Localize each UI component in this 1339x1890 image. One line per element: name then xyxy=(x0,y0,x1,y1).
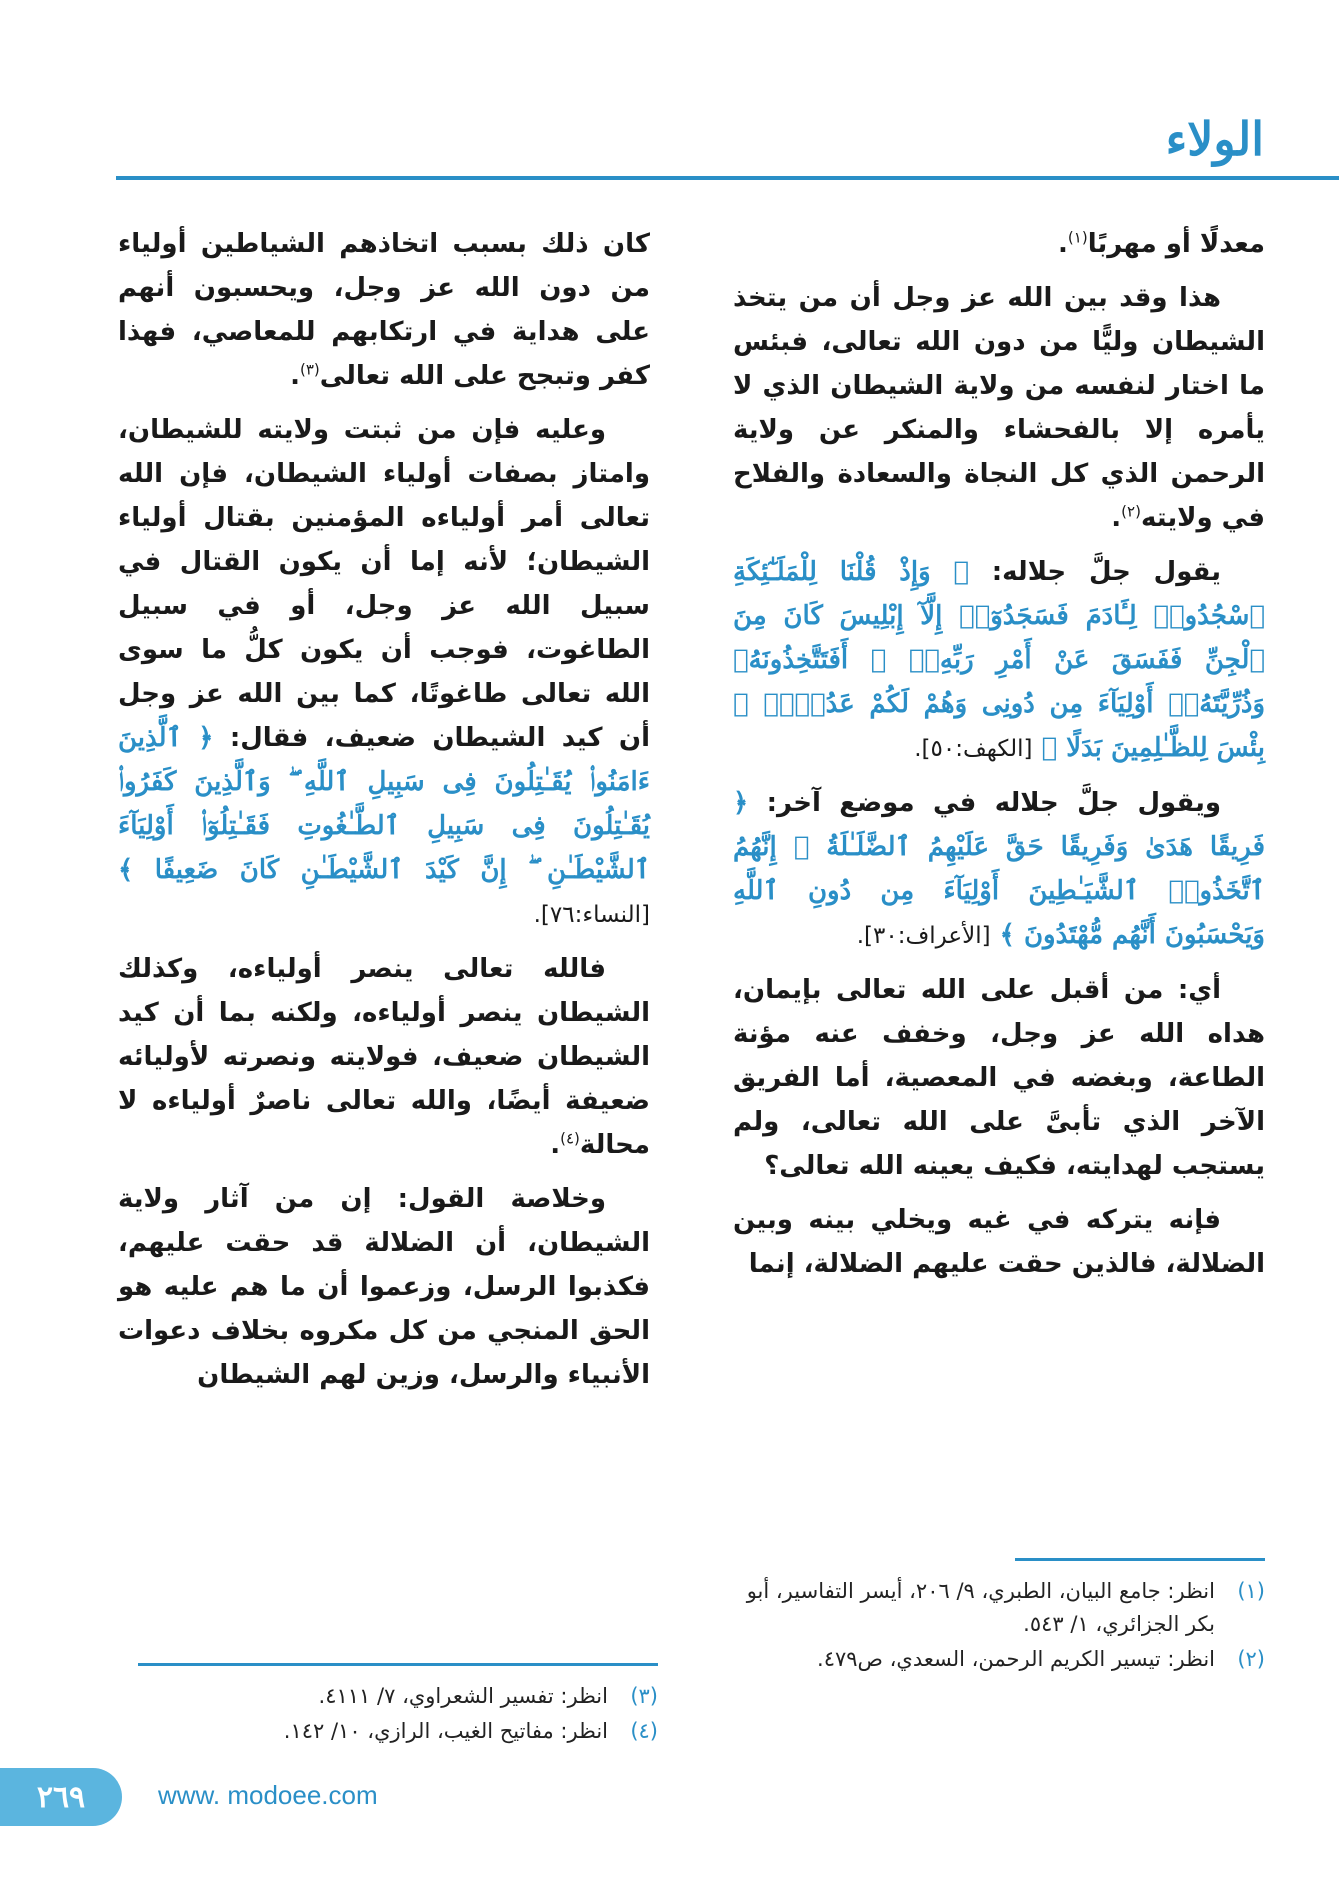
footnote-divider xyxy=(138,1663,658,1666)
footnote-divider xyxy=(1015,1558,1265,1561)
footnote: (٤)انظر: مفاتيح الغيب، الرازي، ١٠/ ١٤٢. xyxy=(118,1715,658,1748)
footnote: (٣)انظر: تفسير الشعراوي، ٧/ ٤١١١. xyxy=(118,1680,658,1713)
website-link[interactable]: www. modoee.com xyxy=(158,1780,378,1810)
page-number-badge xyxy=(0,1768,122,1826)
quran-verse: ﴿ وَإِذْ قُلْنَا لِلْمَلَـٰٓئِكَةِ ٱسْجُدُوا۟ لِـَٔادَمَ فَسَجَدُوٓا۟ إِلَّآ إِبْلِيسَ كَانَ مِنَ ٱلْجِنِّ فَفَسَقَ عَنْ أَمْرِ رَبِّهِۦٓ ۗ أَفَتَتَّخِذُونَهُۥ وَذُرِّيَّتَهُۥٓ أَوْلِيَآءَ مِن دُونِى وَهُمْ لَكُمْ عَدُوٌّۢ ۚ بِئْسَ لِلظَّـٰلِمِينَ بَدَلًا ﴾ xyxy=(733,557,1265,763)
paragraph: يقول جلَّ جلاله: ﴿ وَإِذْ قُلْنَا لِلْمَلَـٰٓئِكَةِ ٱسْجُدُوا۟ لِـَٔادَمَ فَسَجَدُوٓا۟ إِلَّآ إِبْلِيسَ كَانَ مِنَ ٱلْجِنِّ فَفَسَقَ عَنْ أَمْرِ رَبِّهِۦٓ ۗ أَفَتَتَّخِذُونَهُۥ وَذُرِّيَّتَهُۥٓ أَوْلِيَآءَ مِن دُونِى وَهُمْ لَكُمْ عَدُوٌّۢ ۚ بِئْسَ لِلظَّـٰلِمِينَ بَدَلًا ﴾ [الكهف:٥٠]. xyxy=(733,557,1265,763)
footnote-number: (٣) xyxy=(630,1684,658,1708)
footnote-ref[interactable]: (٤) xyxy=(560,1129,580,1148)
paragraph: كان ذلك بسبب اتخاذهم الشياطين أولياء من دون الله عز وجل، ويحسبون أنهم على هداية في ارتكابهم للمعاصي، فهذا كفر وتبجح على الله تعالى$^{(٣)}$. xyxy=(118,229,650,391)
verse-reference: [الكهف:٥٠]. xyxy=(914,736,1033,762)
paragraph: هذا وقد بين الله عز وجل أن من يتخذ الشيطان وليًّا من دون الله تعالى، فبئس ما اختار لنفسه من ولاية الشيطان الذي لا يأمره إلا بالفحشاء والمنكر عن ولاية الرحمن الذي كل النجاة والسعادة والفلاح في ولايته$^{(٢)}$. xyxy=(733,283,1265,533)
footnote: (٢)انظر: تيسير الكريم الرحمن، السعدي، ص٤٧٩. xyxy=(725,1643,1265,1676)
footnote-number: (١) xyxy=(1237,1579,1265,1603)
paragraph: فإنه يتركه في غيه ويخلي بينه وبين الضلالة، فالذين حقت عليهم الضلالة، إنما xyxy=(733,1205,1265,1279)
page-number: ٢٦٩ xyxy=(36,1779,86,1815)
footnote-ref[interactable]: (٣) xyxy=(299,360,320,379)
footnote-number: (٢) xyxy=(1237,1647,1265,1671)
quran-verse: ﴿ فَرِيقًا هَدَىٰ وَفَرِيقًا حَقَّ عَلَيْهِمُ ٱلضَّلَـٰلَةُ ۗ إِنَّهُمُ ٱتَّخَذُوا۟ ٱلشَّيَـٰطِينَ أَوْلِيَآءَ مِن دُونِ ٱللَّهِ وَيَحْسَبُونَ أَنَّهُم مُّهْتَدُونَ ﴾ xyxy=(733,788,1265,950)
footnote-ref[interactable]: (١) xyxy=(1067,228,1088,247)
footnote: (١)انظر: جامع البيان، الطبري، ٩/ ٢٠٦، أيسر التفاسير، أبو بكر الجزائري، ١/ ٥٤٣. xyxy=(725,1575,1265,1641)
title-divider xyxy=(116,176,1339,180)
paragraph: فالله تعالى ينصر أولياءه، وكذلك الشيطان ينصر أولياءه، ولكنه بما أن كيد الشيطان ضعيف، فولايته ونصرته لأوليائه ضعيفة أيضًا، والله تعالى ناصرٌ أولياءه لا محالة$^{(٤)}$. xyxy=(118,954,650,1160)
left-column xyxy=(118,222,650,1407)
footnotes-left xyxy=(118,1663,658,1750)
paragraph: وخلاصة القول: إن من آثار ولاية الشيطان، أن الضلالة قد حقت عليهم، فكذبوا الرسل، وزعموا أن ما هم عليه هو الحق المنجي من كل مكروه بخلاف دعوات الأنبياء والرسل، وزين لهم الشيطان xyxy=(118,1184,650,1390)
page-title: الولاء xyxy=(1165,112,1264,166)
quran-verse: ﴿ ٱلَّذِينَ ءَامَنُوا۟ يُقَـٰتِلُونَ فِى سَبِيلِ ٱللَّهِ ۖ وَٱلَّذِينَ كَفَرُوا۟ يُقَـٰتِلُونَ فِى سَبِيلِ ٱلطَّـٰغُوتِ فَقَـٰتِلُوٓا۟ أَوْلِيَآءَ ٱلشَّيْطَـٰنِ ۖ إِنَّ كَيْدَ ٱلشَّيْطَـٰنِ كَانَ ضَعِيفًا ﴾ xyxy=(118,723,650,885)
footnotes-right xyxy=(725,1558,1265,1678)
paragraph: أي: من أقبل على الله تعالى بإيمان، هداه الله عز وجل، وخفف عنه مؤنة الطاعة، وبغضه في المعصية، أما الفريق الآخر الذي تأبىَّ على الله تعالى، ولم يستجب لهدايته، فكيف يعينه الله تعالى؟ xyxy=(733,975,1265,1181)
paragraph: وعليه فإن من ثبتت ولايته للشيطان، وامتاز بصفات أولياء الشيطان، فإن الله تعالى أمر أولياءه المؤمنين بقتال أولياء الشيطان؛ لأنه إما أن يكون القتال في سبيل الله عز وجل، أو في سبيل الطاغوت، فوجب أن يكون كلُّ ما سوى الله تعالى طاغوتًا، كما بين الله عز وجل أن كيد الشيطان ضعيف، فقال: ﴿ ٱلَّذِينَ ءَامَنُوا۟ يُقَـٰتِلُونَ فِى سَبِيلِ ٱللَّهِ ۖ وَٱلَّذِينَ كَفَرُوا۟ يُقَـٰتِلُونَ فِى سَبِيلِ ٱلطَّـٰغُوتِ فَقَـٰتِلُوٓا۟ أَوْلِيَآءَ ٱلشَّيْطَـٰنِ ۖ إِنَّ كَيْدَ ٱلشَّيْطَـٰنِ كَانَ ضَعِيفًا ﴾ [النساء:٧٦]. xyxy=(118,415,650,928)
paragraph: معدلًا أو مهربًا$^{(١)}$. xyxy=(1058,228,1265,259)
verse-reference: [الأعراف:٣٠]. xyxy=(856,923,991,949)
footnote-number: (٤) xyxy=(630,1719,658,1743)
right-column xyxy=(733,222,1265,1296)
verse-reference: [النساء:٧٦]. xyxy=(533,902,650,928)
paragraph: ويقول جلَّ جلاله في موضع آخر: ﴿ فَرِيقًا هَدَىٰ وَفَرِيقًا حَقَّ عَلَيْهِمُ ٱلضَّلَـٰلَةُ ۗ إِنَّهُمُ ٱتَّخَذُوا۟ ٱلشَّيَـٰطِينَ أَوْلِيَآءَ مِن دُونِ ٱللَّهِ وَيَحْسَبُونَ أَنَّهُم مُّهْتَدُونَ ﴾ [الأعراف:٣٠]. xyxy=(733,788,1265,950)
footnote-ref[interactable]: (٢) xyxy=(1121,502,1141,521)
